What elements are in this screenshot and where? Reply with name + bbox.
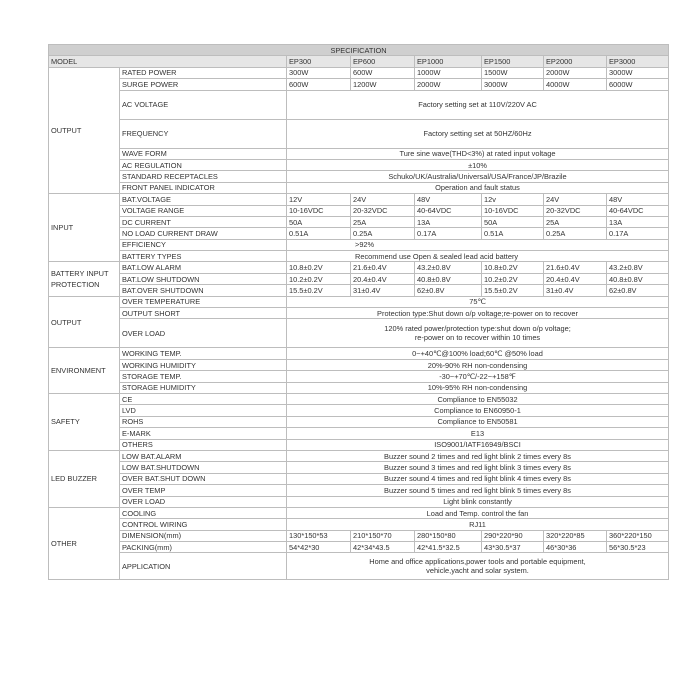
spec-label: SURGE POWER bbox=[120, 79, 287, 90]
spec-label: BAT.LOW ALARM bbox=[120, 262, 287, 273]
spec-value: Compliance to EN60950-1 bbox=[287, 405, 669, 416]
model-name: EP1500 bbox=[482, 56, 544, 67]
spec-value: Load and Temp. control the fan bbox=[287, 507, 669, 518]
spec-value: 43.2±0.8V bbox=[415, 262, 482, 273]
spec-value: 42*41.5*32.5 bbox=[415, 542, 482, 553]
spec-row bbox=[49, 67, 669, 78]
spec-label: AC VOLTAGE bbox=[120, 90, 287, 119]
spec-value bbox=[287, 319, 669, 348]
spec-value: Buzzer sound 2 times and red light blink 2 times every 8s bbox=[287, 450, 669, 461]
spec-label: CE bbox=[120, 393, 287, 404]
spec-label: EFFICIENCY bbox=[120, 239, 287, 250]
spec-value: 20-32VDC bbox=[544, 205, 607, 216]
spec-label: ROHS bbox=[120, 416, 287, 427]
spec-row bbox=[49, 542, 669, 553]
category-battery-protection: BATTERY INPUT PROTECTION bbox=[49, 262, 120, 296]
spec-row bbox=[49, 450, 669, 461]
spec-row bbox=[49, 285, 669, 296]
spec-value: 10-16VDC bbox=[482, 205, 544, 216]
spec-label: OVER LOAD bbox=[120, 496, 287, 507]
spec-row bbox=[49, 348, 669, 359]
spec-value: Light blink constantly bbox=[287, 496, 669, 507]
spec-value: 15.5±0.2V bbox=[287, 285, 351, 296]
category-safety: SAFETY bbox=[49, 393, 120, 450]
spec-label: STORAGE HUMIDITY bbox=[120, 382, 287, 393]
spec-label: OTHERS bbox=[120, 439, 287, 450]
spec-value: 15.5±0.2V bbox=[482, 285, 544, 296]
spec-value: Ture sine wave(THD<3%) at rated input voltage bbox=[287, 148, 669, 159]
spec-label: BAT.OVER SHUTDOWN bbox=[120, 285, 287, 296]
spec-value: 50A bbox=[482, 216, 544, 227]
spec-value: 24V bbox=[351, 194, 415, 205]
title-row bbox=[49, 45, 669, 56]
spec-row bbox=[49, 239, 669, 250]
spec-label: DIMENSION(mm) bbox=[120, 530, 287, 541]
spec-value: 2000W bbox=[415, 79, 482, 90]
spec-value: 20.4±0.4V bbox=[351, 273, 415, 284]
spec-value: E13 bbox=[287, 428, 669, 439]
spec-row bbox=[49, 507, 669, 518]
spec-row bbox=[49, 416, 669, 427]
category-input: INPUT bbox=[49, 194, 120, 262]
spec-row bbox=[49, 439, 669, 450]
spec-label: LVD bbox=[120, 405, 287, 416]
spec-row bbox=[49, 473, 669, 484]
spec-value: 10.2±0.2V bbox=[287, 273, 351, 284]
spec-label: BAT.LOW SHUTDOWN bbox=[120, 273, 287, 284]
spec-value: 290*220*90 bbox=[482, 530, 544, 541]
spec-row bbox=[49, 553, 669, 580]
spec-row bbox=[49, 319, 669, 348]
spec-value: RJ11 bbox=[287, 519, 669, 530]
spec-row bbox=[49, 393, 669, 404]
spec-label: AC REGULATION bbox=[120, 159, 287, 170]
spec-value: 0.25A bbox=[544, 228, 607, 239]
spec-value-line-2: vehicle,yacht and solar system. bbox=[426, 566, 529, 576]
spec-value: 2000W bbox=[544, 67, 607, 78]
spec-value: 0.25A bbox=[351, 228, 415, 239]
spec-label: DC CURRENT bbox=[120, 216, 287, 227]
spec-label: APPLICATION bbox=[120, 553, 287, 580]
spec-row bbox=[49, 159, 669, 170]
spec-value: 12V bbox=[287, 194, 351, 205]
specification-table bbox=[48, 44, 669, 580]
spec-label: OVER TEMPERATURE bbox=[120, 296, 287, 307]
spec-value: 1000W bbox=[415, 67, 482, 78]
spec-value: 12v bbox=[482, 194, 544, 205]
spec-value: 56*30.5*23 bbox=[607, 542, 669, 553]
spec-value: 62±0.8V bbox=[607, 285, 669, 296]
spec-value: 210*150*70 bbox=[351, 530, 415, 541]
spec-row bbox=[49, 79, 669, 90]
spec-value: 4000W bbox=[544, 79, 607, 90]
model-name: EP600 bbox=[351, 56, 415, 67]
spec-row bbox=[49, 90, 669, 119]
spec-value: 31±0.4V bbox=[351, 285, 415, 296]
spec-row bbox=[49, 382, 669, 393]
spec-value: Compliance to EN55032 bbox=[287, 393, 669, 404]
spec-label: FREQUENCY bbox=[120, 119, 287, 148]
spec-value: 40.8±0.8V bbox=[415, 273, 482, 284]
spec-row bbox=[49, 148, 669, 159]
spec-label: FRONT PANEL INDICATOR bbox=[120, 182, 287, 193]
spec-value: 280*150*80 bbox=[415, 530, 482, 541]
spec-value: Compliance to EN50581 bbox=[287, 416, 669, 427]
spec-value: 1200W bbox=[351, 79, 415, 90]
spec-value: 600W bbox=[351, 67, 415, 78]
spec-label: WORKING HUMIDITY bbox=[120, 359, 287, 370]
spec-row bbox=[49, 262, 669, 273]
spec-value: 600W bbox=[287, 79, 351, 90]
spec-value: 48V bbox=[607, 194, 669, 205]
spec-value: ISO9001/IATF16949/BSCI bbox=[287, 439, 669, 450]
spec-label: BAT.VOLTAGE bbox=[120, 194, 287, 205]
spec-label: RATED POWER bbox=[120, 67, 287, 78]
spec-label: VOLTAGE RANGE bbox=[120, 205, 287, 216]
spec-value: 25A bbox=[351, 216, 415, 227]
spec-value: Factory setting set at 50HZ/60Hz bbox=[287, 119, 669, 148]
spec-row bbox=[49, 496, 669, 507]
spec-value: 10.8±0.2V bbox=[482, 262, 544, 273]
spec-row bbox=[49, 216, 669, 227]
spec-row bbox=[49, 530, 669, 541]
spec-value: 20.4±0.4V bbox=[544, 273, 607, 284]
spec-value: 75℃ bbox=[287, 296, 669, 307]
spec-row bbox=[49, 428, 669, 439]
spec-label: OVER LOAD bbox=[120, 319, 287, 348]
spec-value: 10-16VDC bbox=[287, 205, 351, 216]
spec-label: CONTROL WIRING bbox=[120, 519, 287, 530]
spec-value: 0.17A bbox=[415, 228, 482, 239]
spec-row bbox=[49, 485, 669, 496]
spec-value: 43*30.5*37 bbox=[482, 542, 544, 553]
spec-value-line-1: Home and office applications,power tools and portable equipment, bbox=[369, 557, 586, 567]
spec-value bbox=[287, 553, 669, 580]
spec-label: E-MARK bbox=[120, 428, 287, 439]
spec-value: 21.6±0.4V bbox=[544, 262, 607, 273]
spec-label: STORAGE TEMP. bbox=[120, 371, 287, 382]
spec-label: NO LOAD CURRENT DRAW bbox=[120, 228, 287, 239]
spec-row bbox=[49, 405, 669, 416]
spec-value: 62±0.8V bbox=[415, 285, 482, 296]
spec-row bbox=[49, 205, 669, 216]
spec-row bbox=[49, 182, 669, 193]
spec-value: Buzzer sound 5 times and red light blink 5 times every 8s bbox=[287, 485, 669, 496]
spec-row bbox=[49, 359, 669, 370]
model-name: EP2000 bbox=[544, 56, 607, 67]
spec-value: 10.2±0.2V bbox=[482, 273, 544, 284]
spec-value: Factory setting set at 110V/220V AC bbox=[287, 90, 669, 119]
model-name: EP300 bbox=[287, 56, 351, 67]
table-title: SPECIFICATION bbox=[49, 45, 669, 56]
spec-value: 25A bbox=[544, 216, 607, 227]
model-name: EP3000 bbox=[607, 56, 669, 67]
spec-value: 13A bbox=[415, 216, 482, 227]
spec-value: 40-64VDC bbox=[415, 205, 482, 216]
spec-value: >92% bbox=[287, 239, 669, 250]
spec-value: ±10% bbox=[287, 159, 669, 170]
spec-label: PACKING(mm) bbox=[120, 542, 287, 553]
spec-value: 3000W bbox=[607, 67, 669, 78]
spec-value: 300W bbox=[287, 67, 351, 78]
spec-value: 6000W bbox=[607, 79, 669, 90]
spec-value: 0.17A bbox=[607, 228, 669, 239]
spec-label: LOW BAT.SHUTDOWN bbox=[120, 462, 287, 473]
category-environment: ENVIRONMENT bbox=[49, 348, 120, 394]
spec-value: 43.2±0.8V bbox=[607, 262, 669, 273]
spec-label: OVER TEMP bbox=[120, 485, 287, 496]
spec-value: -30~+70℃/-22~+158℉ bbox=[287, 371, 669, 382]
spec-value: 20-32VDC bbox=[351, 205, 415, 216]
spec-value: Operation and fault status bbox=[287, 182, 669, 193]
spec-label: COOLING bbox=[120, 507, 287, 518]
spec-value-line-1: 120% rated power/protection type:shut down o/p voltage; bbox=[384, 324, 571, 334]
spec-value: 10%-95% RH non-condensing bbox=[287, 382, 669, 393]
spec-value: 21.6±0.4V bbox=[351, 262, 415, 273]
spec-value: 20%-90% RH non-condensing bbox=[287, 359, 669, 370]
spec-row bbox=[49, 462, 669, 473]
spec-row bbox=[49, 194, 669, 205]
spec-value: 360*220*150 bbox=[607, 530, 669, 541]
spec-value: 46*30*36 bbox=[544, 542, 607, 553]
spec-label: LOW BAT.ALARM bbox=[120, 450, 287, 461]
spec-label: OVER BAT.SHUT DOWN bbox=[120, 473, 287, 484]
spec-value: 48V bbox=[415, 194, 482, 205]
spec-label: WAVE FORM bbox=[120, 148, 287, 159]
spec-row bbox=[49, 119, 669, 148]
spec-value: 50A bbox=[287, 216, 351, 227]
spec-value: 10.8±0.2V bbox=[287, 262, 351, 273]
spec-row bbox=[49, 228, 669, 239]
spec-value: 0.51A bbox=[287, 228, 351, 239]
spec-value: 0.51A bbox=[482, 228, 544, 239]
spec-value: 40.8±0.8V bbox=[607, 273, 669, 284]
spec-value: 42*34*43.5 bbox=[351, 542, 415, 553]
spec-row bbox=[49, 308, 669, 319]
spec-value: 1500W bbox=[482, 67, 544, 78]
category-other: OTHER bbox=[49, 507, 120, 580]
spec-row bbox=[49, 296, 669, 307]
spec-label: BATTERY TYPES bbox=[120, 251, 287, 262]
spec-row bbox=[49, 371, 669, 382]
model-label: MODEL bbox=[49, 56, 287, 67]
spec-row bbox=[49, 273, 669, 284]
spec-value: 0~+40℃@100% load;60℃ @50% load bbox=[287, 348, 669, 359]
spec-row bbox=[49, 251, 669, 262]
model-name: EP1000 bbox=[415, 56, 482, 67]
spec-value: 40-64VDC bbox=[607, 205, 669, 216]
spec-label: OUTPUT SHORT bbox=[120, 308, 287, 319]
category-led-buzzer: LED BUZZER bbox=[49, 450, 120, 507]
spec-value: 24V bbox=[544, 194, 607, 205]
spec-value: Recommend use Open & sealed lead acid battery bbox=[287, 251, 669, 262]
spec-value: Schuko/UK/Australia/Universal/USA/France/JP/Brazile bbox=[287, 171, 669, 182]
category-output: OUTPUT bbox=[49, 67, 120, 193]
spec-label: WORKING TEMP. bbox=[120, 348, 287, 359]
spec-value: 54*42*30 bbox=[287, 542, 351, 553]
category-output-protection: OUTPUT bbox=[49, 296, 120, 348]
spec-row bbox=[49, 519, 669, 530]
model-row bbox=[49, 56, 669, 67]
spec-value-line-2: re-power on to recover within 10 times bbox=[414, 333, 541, 343]
spec-row bbox=[49, 171, 669, 182]
spec-value: 31±0.4V bbox=[544, 285, 607, 296]
spec-value: 130*150*53 bbox=[287, 530, 351, 541]
spec-value: Buzzer sound 3 times and red light blink 3 times every 8s bbox=[287, 462, 669, 473]
spec-value: 13A bbox=[607, 216, 669, 227]
spec-value: 3000W bbox=[482, 79, 544, 90]
spec-label: STANDARD RECEPTACLES bbox=[120, 171, 287, 182]
spec-value: 320*220*85 bbox=[544, 530, 607, 541]
spec-value: Protection type:Shut down o/p voltage;re-power on to recover bbox=[287, 308, 669, 319]
spec-value: Buzzer sound 4 times and red light blink 4 times every 8s bbox=[287, 473, 669, 484]
